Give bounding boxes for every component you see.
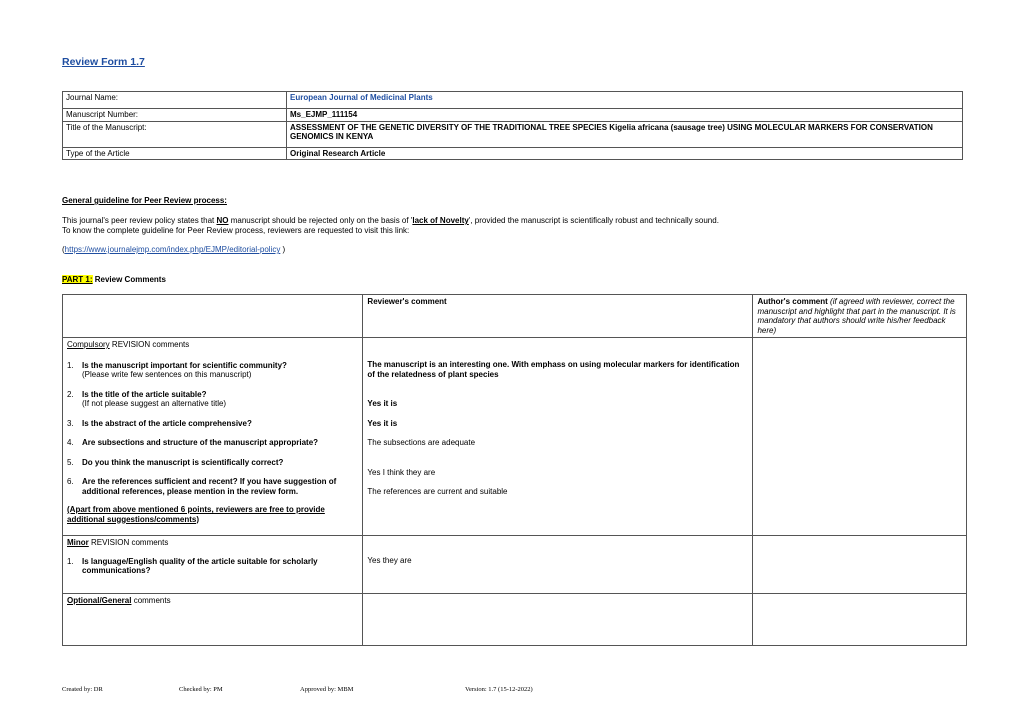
compulsory-questions-cell [63, 338, 363, 536]
question-6 [67, 477, 358, 496]
type-value: Original Research Article [287, 147, 963, 160]
apart-note: (Apart from above mentioned 6 points, reviewers are free to provide additional suggestions/comments) [67, 505, 325, 524]
guideline-text-b: manuscript should be rejected only on the basis of ' [228, 216, 413, 225]
minor-heading [67, 538, 358, 548]
question-text: Are the references sufficient and recent? If you have suggestion of additional references, please mention in the review form. [82, 477, 337, 496]
editorial-policy-link-line [62, 245, 285, 254]
footer-version: Version: 1.7 (15-12-2022) [465, 686, 533, 693]
question-number: 3. [67, 418, 74, 428]
question-3 [67, 419, 358, 429]
ms-value: Ms_EJMP_111154 [287, 109, 963, 122]
link-open-paren: ( [62, 245, 65, 254]
header-reviewer [363, 295, 753, 338]
compulsory-heading [67, 340, 358, 350]
question-number: 2. [67, 389, 74, 399]
question-subtext: (Please write few sentences on this manuscript) [82, 370, 252, 379]
table-row [63, 92, 963, 109]
compulsory-author-cell[interactable] [753, 338, 967, 536]
guideline-no: NO [216, 216, 229, 225]
answer-3: Yes it is [367, 418, 398, 428]
question-text: Is language/English quality of the article suitable for scholarly communications? [82, 556, 318, 575]
guideline-text-a: This journal's peer review policy states that [62, 216, 217, 225]
answer-2: Yes it is [367, 399, 398, 408]
minor-question-1 [67, 557, 358, 576]
table-row [63, 536, 967, 594]
reviewer-header-label: Reviewer's comment [367, 297, 447, 306]
question-4 [67, 438, 358, 448]
question-text: Is the abstract of the article comprehensive? [82, 418, 252, 428]
footer-created: Created by: DR [62, 686, 103, 693]
part-heading [62, 275, 166, 284]
compulsory-underlined: Compulsory [67, 340, 110, 349]
answer-1: The manuscript is an interesting one. With emphass on using molecular markers for identification of the relatedness of plant species [367, 360, 740, 379]
minor-answer: Yes they are [367, 556, 412, 565]
table-row [63, 121, 963, 147]
question-text: Is the manuscript important for scientific community? [82, 360, 287, 370]
part-label: PART 1: [62, 275, 93, 284]
guideline-text [62, 216, 962, 235]
optional-rest: comments [131, 596, 171, 605]
title-value: ASSESSMENT OF THE GENETIC DIVERSITY OF THE TRADITIONAL TREE SPECIES Kigelia africana (sausage tree) USING MOLECULAR MARKERS FOR CONSERVATION GENOMICS IN KENYA [287, 121, 963, 147]
minor-questions-cell [63, 536, 363, 594]
answer-6: The references are current and suitable [367, 487, 508, 496]
question-number: 1. [67, 556, 74, 566]
title-label: Title of the Manuscript: [63, 121, 287, 147]
guideline-paragraph-1 [62, 216, 962, 226]
answer-4: The subsections are adequate [367, 438, 476, 447]
compulsory-answers-cell [363, 338, 753, 536]
guideline-heading: General guideline for Peer Review process: [62, 196, 227, 205]
guideline-paragraph-2: To know the complete guideline for Peer Review process, reviewers are requested to visit this link: [62, 225, 410, 235]
ms-label: Manuscript Number: [63, 109, 287, 122]
table-row [63, 338, 967, 536]
guideline-text-c: ', provided the manuscript is scientifically robust and technically sound. [468, 216, 719, 225]
header-author [753, 295, 967, 338]
optional-answers-cell [363, 594, 753, 646]
link-close-paren: ) [280, 245, 286, 254]
optional-cell [63, 594, 363, 646]
question-number: 5. [67, 457, 74, 467]
optional-heading [67, 596, 358, 606]
question-number: 4. [67, 438, 74, 447]
optional-author-cell[interactable] [753, 594, 967, 646]
question-number: 1. [67, 360, 74, 370]
table-row [63, 594, 967, 646]
part-title: Review Comments [92, 275, 166, 284]
header-empty-cell [63, 295, 363, 338]
question-subtext: (If not please suggest an alternative title) [82, 399, 227, 408]
question-number: 6. [67, 477, 74, 486]
manuscript-info-table [62, 91, 963, 160]
journal-label: Journal Name: [63, 92, 287, 109]
type-label: Type of the Article [63, 147, 287, 160]
minor-answers-cell [363, 536, 753, 594]
table-row [63, 147, 963, 160]
compulsory-rest: REVISION comments [109, 340, 190, 349]
footer-checked: Checked by: PM [179, 686, 223, 693]
question-text: Do you think the manuscript is scientifically correct? [82, 457, 284, 467]
form-title: Review Form 1.7 [62, 56, 145, 68]
author-header-label: Author's comment [757, 297, 828, 306]
optional-underlined: Optional/General [67, 596, 132, 605]
footer-approved: Approved by: MBM [300, 686, 354, 693]
minor-rest: REVISION comments [88, 538, 169, 547]
editorial-policy-link[interactable]: https://www.journalejmp.com/index.php/EJMP/editorial-policy [64, 245, 281, 254]
question-5 [67, 458, 358, 468]
table-row [63, 295, 967, 338]
table-row [63, 109, 963, 122]
minor-underlined: Minor [67, 538, 89, 547]
author-header-note: (if agreed with reviewer, correct the manuscript and highlight that part in the manuscript. It is mandatory that authors should write his/her feedback here) [757, 297, 956, 335]
question-text: Are subsections and structure of the manuscript appropriate? [82, 438, 319, 447]
review-comments-table [62, 294, 967, 646]
journal-value: European Journal of Medicinal Plants [287, 92, 963, 109]
question-text: Is the title of the article suitable? [82, 389, 207, 399]
question-2 [67, 390, 358, 409]
question-1 [67, 361, 358, 380]
guideline-novelty: lack of Novelty [412, 216, 469, 225]
minor-author-cell[interactable] [753, 536, 967, 594]
answer-5: Yes I think they are [367, 467, 436, 477]
